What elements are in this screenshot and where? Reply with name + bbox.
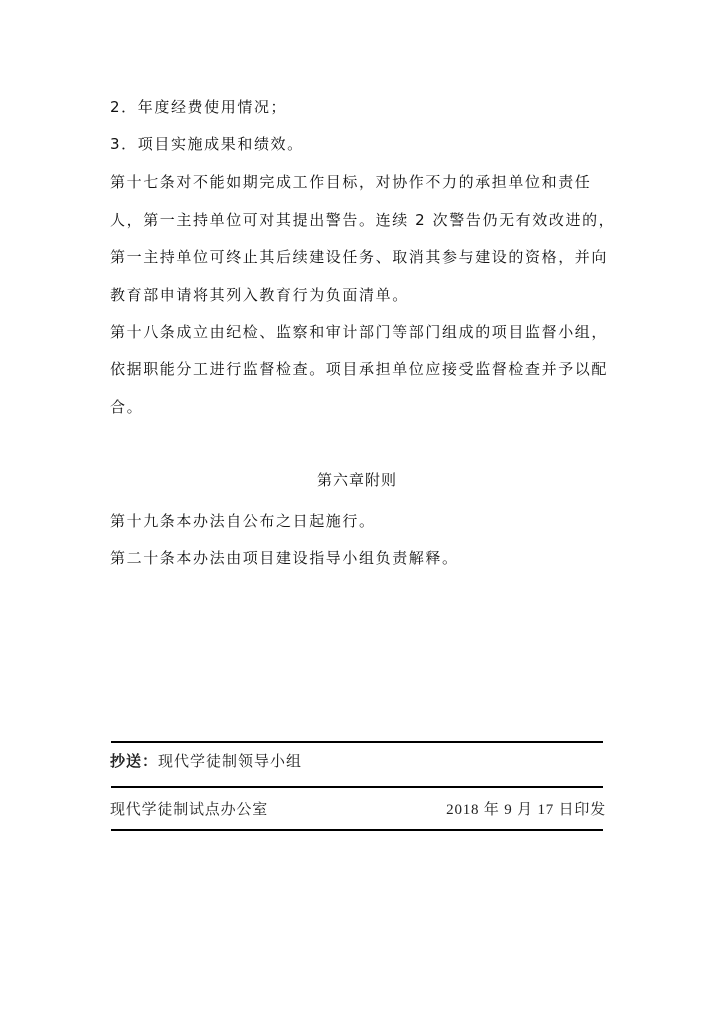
divider-rule <box>111 829 603 831</box>
cc-row <box>110 751 606 772</box>
divider-rule <box>111 786 603 788</box>
paragraph-line: 依据职能分工进行监督检查。项目承担单位应接受监督检查并予以配 <box>110 360 609 378</box>
paragraph-line: 第二十条本办法由项目建设指导小组负责解释。 <box>110 549 459 567</box>
issue-date: 2018 年 9 月 17 日印发 <box>446 802 606 818</box>
paragraph-line: 第十九条本办法自公布之日起施行。 <box>110 512 376 530</box>
issuer: 现代学徒制试点办公室 <box>110 802 269 818</box>
paragraph-line: 第十八条成立由纪检、监察和审计部门等部门组成的项目监督小组， <box>110 323 609 341</box>
divider-rule <box>111 741 603 743</box>
cc-label: 抄送： <box>110 752 159 770</box>
chapter-heading: 第六章附则 <box>316 471 397 489</box>
cc-recipient: 现代学徒制领导小组 <box>158 752 303 770</box>
list-item: 3．项目实施成果和绩效。 <box>110 135 304 153</box>
paragraph-line: 教育部申请将其列入教育行为负面清单。 <box>110 286 409 304</box>
paragraph-line: 第一主持单位可终止其后续建设任务、取消其参与建设的资格，并向 <box>110 248 609 266</box>
paragraph-line: 人，第一主持单位可对其提出警告。连续 2 次警告仍无有效改进的， <box>110 211 616 229</box>
paragraph-line: 第十七条对不能如期完成工作目标，对协作不力的承担单位和责任 <box>110 173 592 191</box>
paragraph-line: 合。 <box>110 398 144 416</box>
list-item: 2．年度经费使用情况； <box>110 98 288 116</box>
